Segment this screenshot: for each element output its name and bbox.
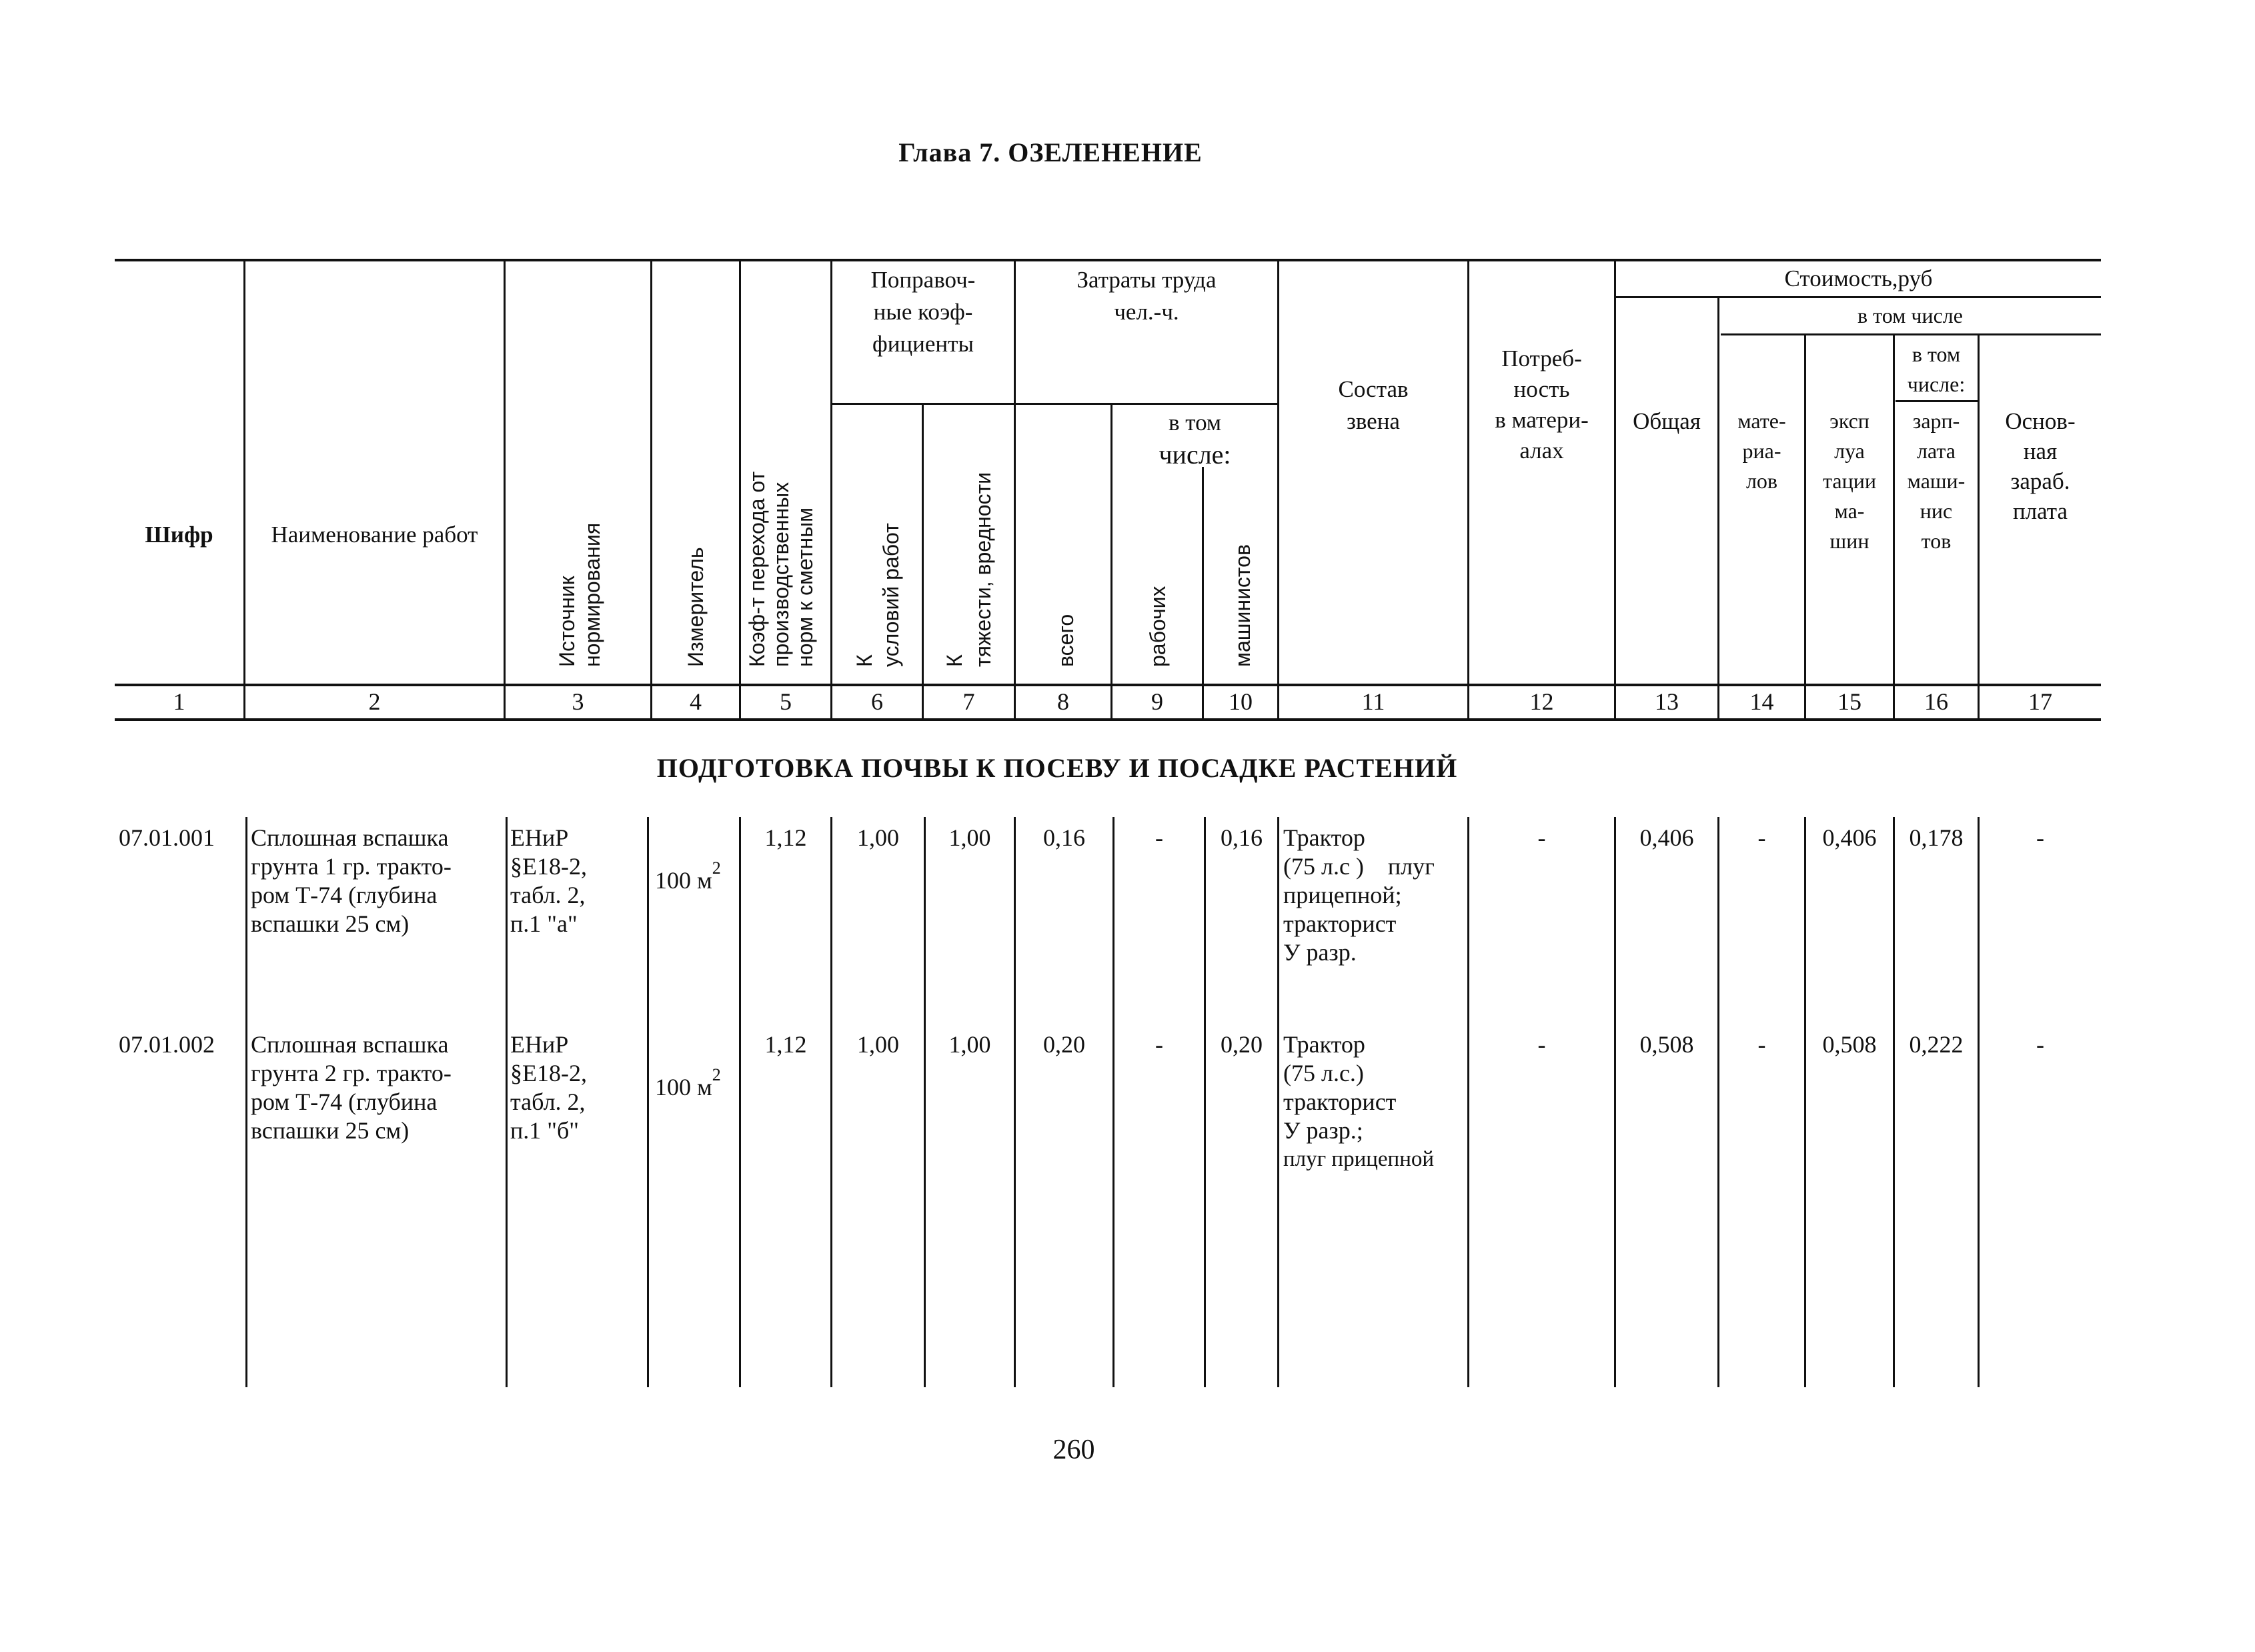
row-labor-workers: - <box>1155 1031 1163 1058</box>
vline-b-14 <box>1804 817 1806 1387</box>
rule-header-bottom <box>115 684 2101 686</box>
row-name-line: Сплошная вспашка <box>251 824 449 851</box>
row-k-conditions: 1,00 <box>857 824 899 851</box>
page-number: 260 <box>1052 1435 1095 1465</box>
vline-b-6 <box>924 817 926 1387</box>
header-k-sev-1: К <box>942 654 966 667</box>
row-name-line: Сплошная вспашка <box>251 1031 449 1058</box>
row-unit <box>655 854 721 895</box>
col-num: 14 <box>1749 688 1774 715</box>
header-source-1: Источник <box>555 576 579 667</box>
vline-b-10 <box>1277 817 1279 1387</box>
row-base-wages: - <box>2036 824 2044 851</box>
header-cost: Стоимость,руб <box>1784 265 1933 291</box>
header-materials-2: риа- <box>1742 439 1781 463</box>
rule-header-top <box>115 259 2101 261</box>
row-base-wages: - <box>2036 1031 2044 1058</box>
row-coef: 1,12 <box>764 1031 807 1058</box>
header-crew-1: Состав <box>1338 376 1409 402</box>
col-num: 1 <box>173 688 185 715</box>
header-machine-op-2: луа <box>1834 439 1865 463</box>
row-k-severity: 1,00 <box>948 1031 991 1058</box>
col-num: 12 <box>1529 688 1554 715</box>
header-k-sev-2: тяжести, вредности <box>971 472 995 667</box>
header-k-cond-1: К <box>852 654 876 667</box>
header-workers: рабочих <box>1146 586 1170 667</box>
header-mach-wage-1: зарп- <box>1912 409 1960 433</box>
vline-h-6 <box>922 403 924 718</box>
row-unit-power: 2 <box>712 1065 721 1084</box>
row-cost-total: 0,508 <box>1639 1031 1694 1058</box>
rule-including-sub <box>1721 333 2101 335</box>
row-unit <box>655 1060 721 1102</box>
row-cost-total: 0,406 <box>1639 824 1694 851</box>
row-source-line: §Е18-2, <box>510 1060 587 1086</box>
vline-b-11 <box>1467 817 1469 1387</box>
header-machinists: машинистов <box>1231 544 1255 667</box>
rule-incl-sub2 <box>1896 400 1980 402</box>
vline-h-13 <box>1717 296 1719 718</box>
header-unit: Измеритель <box>684 547 708 667</box>
row-source-line: табл. 2, <box>510 882 586 908</box>
header-machine-op-4: ма- <box>1834 499 1865 523</box>
chapter-title: Глава 7. ОЗЕЛЕНЕНИЕ <box>898 137 1203 167</box>
header-materials-1: мате- <box>1737 409 1786 433</box>
header-sub-incl-2: числе: <box>1907 372 1966 396</box>
vline-h-7 <box>1014 259 1016 718</box>
header-mach-wage-4: нис <box>1920 499 1953 523</box>
header-coef-3: норм к сметным <box>793 507 817 667</box>
col-num: 9 <box>1151 688 1163 715</box>
row-source-line: ЕНиР <box>510 824 569 851</box>
header-total: всего <box>1054 614 1078 667</box>
row-source-line: п.1 "а" <box>510 910 578 937</box>
vline-b-7 <box>1014 817 1016 1387</box>
row-source-line: ЕНиР <box>510 1031 569 1058</box>
row-crew-line: тракторист <box>1283 1088 1397 1115</box>
header-need-3: в матери- <box>1495 407 1589 433</box>
header-machine-op-5: шин <box>1829 529 1869 553</box>
header-cost-including: в том числе <box>1857 303 1963 327</box>
header-coef-2: производственных <box>769 482 793 667</box>
row-materials-need: - <box>1537 824 1546 851</box>
col-num: 5 <box>780 688 792 715</box>
row-crew-line: Трактор <box>1283 1031 1365 1058</box>
header-base-wage-4: плата <box>2012 498 2068 524</box>
vline-b-15 <box>1893 817 1895 1387</box>
vline-h-2 <box>504 259 506 718</box>
section-title: ПОДГОТОВКА ПОЧВЫ К ПОСЕВУ И ПОСАДКЕ РАСТЕНИЙ <box>656 753 1458 783</box>
row-crew-line: Трактор <box>1283 824 1365 851</box>
row-unit-text: 100 м <box>655 867 712 894</box>
header-labor-incl-1: в том <box>1168 409 1222 436</box>
header-code: Шифр <box>145 522 213 548</box>
header-corrections-1: Поправоч- <box>870 267 976 293</box>
row-name-line: грунта 2 гр. тракто- <box>251 1060 452 1086</box>
row-k-conditions: 1,00 <box>857 1031 899 1058</box>
row-machinist-wages: 0,222 <box>1909 1031 1964 1058</box>
row-source-line: п.1 "б" <box>510 1117 579 1144</box>
col-num: 16 <box>1924 688 1948 715</box>
row-source-line: §Е18-2, <box>510 853 587 880</box>
col-num: 8 <box>1057 688 1069 715</box>
col-num: 17 <box>2028 688 2052 715</box>
rule-numbers-bottom <box>115 718 2101 721</box>
vline-b-12 <box>1614 817 1616 1387</box>
vline-h-16 <box>1978 333 1980 718</box>
vline-b-16 <box>1978 817 1980 1387</box>
vline-h-1 <box>243 259 245 718</box>
header-base-wage-1: Основ- <box>2005 408 2076 434</box>
vline-b-9 <box>1204 817 1206 1387</box>
header-materials-3: лов <box>1745 469 1778 493</box>
row-crew-line: (75 л.с.) <box>1283 1060 1364 1086</box>
row-machinist-wages: 0,178 <box>1909 824 1964 851</box>
row-machine-operation: 0,508 <box>1822 1031 1877 1058</box>
header-mach-wage-3: маши- <box>1907 469 1966 493</box>
header-cost-total: Общая <box>1633 408 1701 434</box>
row-materials: - <box>1757 1031 1766 1058</box>
vline-h-14 <box>1804 333 1806 718</box>
header-need-2: ность <box>1513 376 1570 402</box>
col-num: 2 <box>368 688 381 715</box>
row-labor-machinists: 0,20 <box>1221 1031 1263 1058</box>
header-work-name: Наименование работ <box>271 522 478 548</box>
row-crew-line: прицепной; <box>1283 882 1402 908</box>
row-code: 07.01.002 <box>119 1031 215 1058</box>
row-labor-workers: - <box>1155 824 1163 851</box>
rule-cost-sub <box>1614 296 2101 298</box>
header-mach-wage-5: тов <box>1921 529 1952 553</box>
header-need-4: алах <box>1519 438 1564 464</box>
col-num: 10 <box>1229 688 1253 715</box>
header-need-1: Потреб- <box>1501 345 1582 371</box>
row-labor-total: 0,20 <box>1043 1031 1085 1058</box>
header-machine-op-3: тации <box>1823 469 1876 493</box>
row-crew-line: У разр. <box>1283 939 1357 966</box>
vline-h-5 <box>830 259 832 718</box>
vline-h-11 <box>1467 259 1469 718</box>
vline-b-3 <box>647 817 649 1387</box>
header-coef-1: Коэф-т перехода от <box>745 471 769 667</box>
row-source-line: табл. 2, <box>510 1088 586 1115</box>
row-crew-line: тракторист <box>1283 910 1397 937</box>
header-base-wage-3: зараб. <box>2010 468 2070 494</box>
header-sub-incl-1: в том <box>1912 342 1961 366</box>
rule-corr-sub <box>830 403 1277 405</box>
col-num: 7 <box>962 688 975 715</box>
vline-b-2 <box>506 817 508 1387</box>
header-source-2: нормирования <box>580 522 604 667</box>
header-machine-op-1: эксп <box>1829 409 1869 433</box>
row-machine-operation: 0,406 <box>1822 824 1877 851</box>
header-k-cond-2: условий работ <box>879 523 903 667</box>
header-base-wage-2: ная <box>2023 438 2058 464</box>
row-unit-text: 100 м <box>655 1074 712 1100</box>
row-code: 07.01.001 <box>119 824 215 851</box>
vline-b-8 <box>1112 817 1114 1387</box>
vline-h-3 <box>650 259 652 718</box>
col-num: 6 <box>871 688 883 715</box>
header-mach-wage-2: лата <box>1917 439 1956 463</box>
header-corrections-2: ные коэф- <box>873 299 973 325</box>
row-crew-line: (75 л.с ) плуг <box>1283 853 1435 880</box>
header-labor-2: чел.-ч. <box>1114 299 1179 325</box>
row-unit-power: 2 <box>712 858 721 878</box>
vline-h-4 <box>739 259 741 718</box>
row-name-line: ром Т-74 (глубина <box>251 882 438 908</box>
vline-h-10 <box>1277 259 1279 718</box>
row-name-line: грунта 1 гр. тракто- <box>251 853 452 880</box>
row-crew-line: У разр.; <box>1283 1117 1363 1144</box>
row-materials: - <box>1757 824 1766 851</box>
vline-b-1 <box>245 817 247 1387</box>
vline-b-5 <box>830 817 832 1387</box>
header-labor-1: Затраты труда <box>1076 267 1217 293</box>
header-corrections-3: фициенты <box>872 331 974 357</box>
row-k-severity: 1,00 <box>948 824 991 851</box>
vline-b-4 <box>739 817 741 1387</box>
row-labor-total: 0,16 <box>1043 824 1085 851</box>
col-num: 15 <box>1837 688 1861 715</box>
row-crew-line: плуг прицепной <box>1283 1147 1435 1171</box>
header-labor-incl-2: числе: <box>1159 440 1231 470</box>
row-name-line: вспашки 25 см) <box>251 1117 410 1144</box>
col-num: 11 <box>1361 688 1385 715</box>
vline-h-9 <box>1202 467 1204 718</box>
row-coef: 1,12 <box>764 824 807 851</box>
vline-h-12 <box>1614 259 1616 718</box>
row-name-line: вспашки 25 см) <box>251 910 410 937</box>
row-materials-need: - <box>1537 1031 1546 1058</box>
col-num: 3 <box>572 688 584 715</box>
vline-b-13 <box>1717 817 1719 1387</box>
col-num: 13 <box>1655 688 1679 715</box>
col-num: 4 <box>690 688 702 715</box>
row-name-line: ром Т-74 (глубина <box>251 1088 438 1115</box>
row-labor-machinists: 0,16 <box>1221 824 1263 851</box>
header-crew-2: звена <box>1347 408 1400 434</box>
